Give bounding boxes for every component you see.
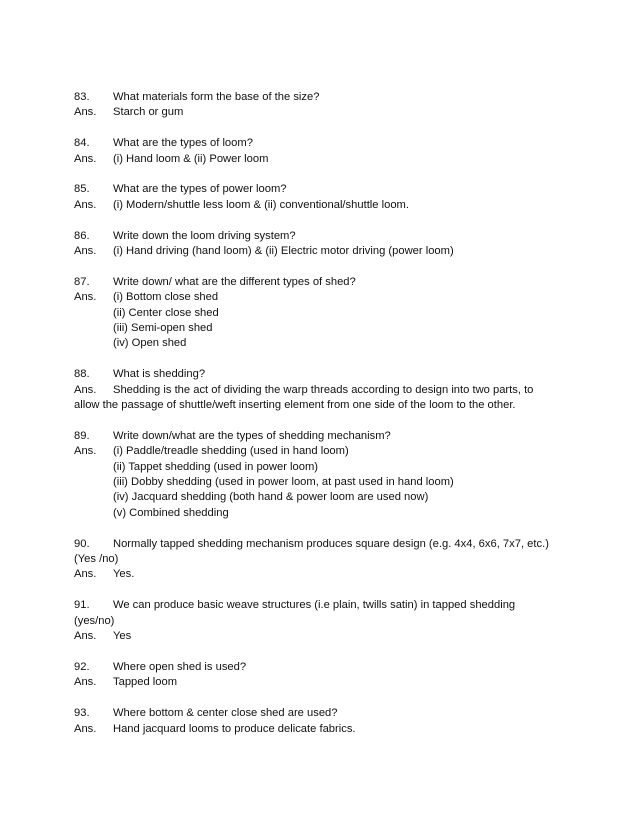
question-line	[74, 275, 564, 290]
question-number: 84.	[74, 137, 90, 150]
answer-label: Ans.	[74, 630, 97, 643]
answer-list-item: (iv) Open shed	[113, 337, 187, 350]
answer-text: Yes	[113, 630, 132, 643]
question-line	[74, 706, 564, 721]
answer-line	[74, 198, 564, 213]
answer-list-item: (iv) Jacquard shedding (both hand & power loom are used now)	[113, 491, 429, 504]
answer-text: Yes.	[113, 568, 135, 581]
question-text: What are the types of power loom?	[113, 183, 287, 196]
question-continuation: (Yes /no)	[74, 553, 119, 566]
qa-item-85	[74, 182, 564, 213]
answer-label: Ans.	[74, 106, 97, 119]
qa-item-93	[74, 706, 564, 737]
answer-label: Ans.	[74, 291, 97, 304]
question-text: Write down/what are the types of shedding mechanism?	[113, 429, 391, 442]
question-number: 90.	[74, 537, 90, 550]
answer-text: (i) Bottom close shed	[113, 291, 219, 304]
answer-list-item: (iii) Semi-open shed	[113, 322, 213, 335]
answer-list-item: (ii) Tappet shedding (used in power loom)	[113, 460, 319, 473]
answer-label: Ans.	[74, 445, 97, 458]
question-line	[74, 598, 564, 613]
question-line	[74, 537, 564, 552]
answer-text: (i) Hand loom & (ii) Power loom	[113, 152, 269, 165]
answer-line	[74, 567, 564, 582]
question-text: What is shedding?	[113, 368, 206, 381]
question-text: We can produce basic weave structures (i.e plain, twills satin) in tapped shedding	[113, 599, 516, 612]
question-number: 91.	[74, 599, 90, 612]
answer-label: Ans.	[74, 568, 97, 581]
question-text: Write down/ what are the different types of shed?	[113, 275, 356, 288]
answer-label: Ans.	[74, 722, 97, 735]
qa-item-83	[74, 90, 564, 121]
question-text: Write down the loom driving system?	[113, 229, 296, 242]
question-text: Where open shed is used?	[113, 660, 247, 673]
question-line	[74, 90, 564, 105]
question-line	[74, 182, 564, 197]
question-text: Normally tapped shedding mechanism produces square design (e.g. 4x4, 6x6, 7x7, etc.)	[113, 537, 549, 550]
answer-list-item: (ii) Center close shed	[113, 306, 219, 319]
question-line	[74, 660, 564, 675]
answer-line	[74, 105, 564, 120]
answer-continuation: allow the passage of shuttle/weft inserting element from one side of the loom to the other.	[74, 399, 516, 412]
answer-text: Tapped loom	[113, 676, 178, 689]
question-text: What are the types of loom?	[113, 137, 253, 150]
question-number: 85.	[74, 183, 90, 196]
answer-line	[74, 675, 564, 690]
answer-line	[74, 722, 564, 737]
answer-text: Shedding is the act of dividing the warp threads according to design into two parts, to	[113, 383, 534, 396]
answer-label: Ans.	[74, 383, 97, 396]
answer-label: Ans.	[74, 676, 97, 689]
qa-item-88	[74, 367, 564, 413]
answer-list-item: (v) Combined shedding	[113, 506, 229, 519]
question-line	[74, 229, 564, 244]
answer-text: (i) Hand driving (hand loom) & (ii) Electric motor driving (power loom)	[113, 245, 454, 258]
answer-text: Starch or gum	[113, 106, 184, 119]
qa-item-91	[74, 598, 564, 644]
question-text: What materials form the base of the size?	[113, 91, 320, 103]
question-continuation: (yes/no)	[74, 614, 115, 627]
answer-text: Hand jacquard looms to produce delicate fabrics.	[113, 722, 356, 735]
answer-line	[74, 629, 564, 644]
answer-line	[74, 383, 564, 398]
question-text: Where bottom & center close shed are used?	[113, 707, 338, 720]
qa-item-89	[74, 429, 564, 521]
question-number: 86.	[74, 229, 90, 242]
answer-line	[74, 244, 564, 259]
question-line	[74, 136, 564, 151]
answer-line	[74, 152, 564, 167]
qa-item-92	[74, 660, 564, 691]
question-number: 89.	[74, 429, 90, 442]
answer-text: (i) Modern/shuttle less loom & (ii) conventional/shuttle loom.	[113, 198, 409, 211]
answer-list-item: (iii) Dobby shedding (used in power loom, at past used in hand loom)	[113, 476, 454, 489]
answer-label: Ans.	[74, 245, 97, 258]
answer-label: Ans.	[74, 198, 97, 211]
qa-list	[74, 90, 564, 752]
question-line	[74, 367, 564, 382]
question-number: 83.	[74, 91, 90, 103]
question-number: 88.	[74, 368, 90, 381]
answer-line	[74, 444, 564, 459]
qa-item-90	[74, 537, 564, 583]
answer-label: Ans.	[74, 152, 97, 165]
qa-item-86	[74, 229, 564, 260]
question-number: 87.	[74, 275, 90, 288]
qa-item-87	[74, 275, 564, 352]
answer-text: (i) Paddle/treadle shedding (used in hand loom)	[113, 445, 349, 458]
answer-line	[74, 290, 564, 305]
question-line	[74, 429, 564, 444]
question-number: 92.	[74, 660, 90, 673]
question-number: 93.	[74, 707, 90, 720]
qa-item-84	[74, 136, 564, 167]
